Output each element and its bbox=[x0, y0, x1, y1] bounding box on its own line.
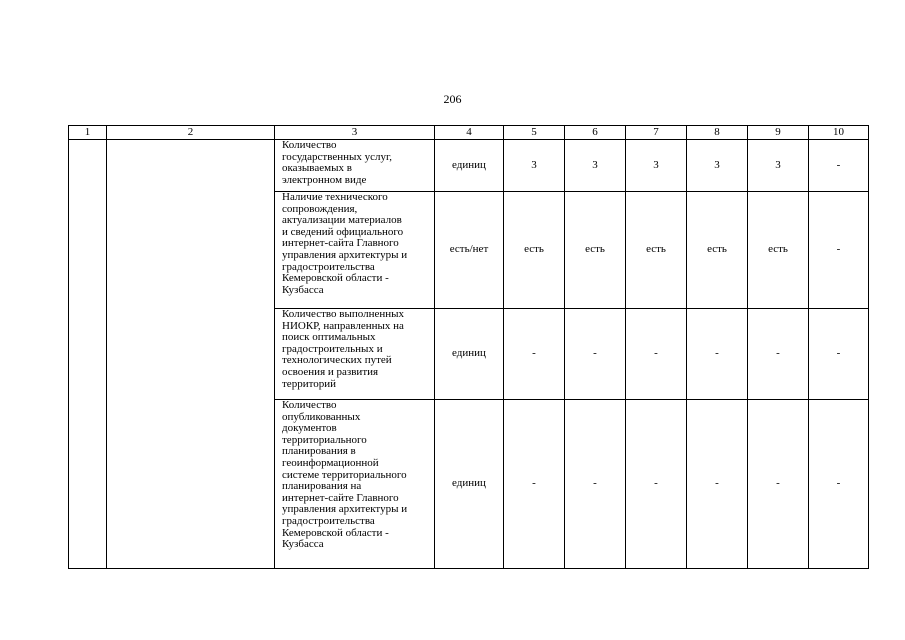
indicator-line: Количество выполненных bbox=[282, 308, 405, 320]
value-cell: - bbox=[504, 400, 565, 569]
value-cell: - bbox=[809, 400, 869, 569]
indicator-line: градостроительных и bbox=[282, 342, 383, 355]
indicator-line: поиск оптимальных bbox=[282, 331, 376, 344]
indicator-line: документов bbox=[282, 422, 337, 435]
column-number: 1 bbox=[69, 126, 107, 140]
column-number: 10 bbox=[809, 126, 869, 140]
value-cell: - bbox=[748, 309, 809, 400]
indicator-cell bbox=[275, 400, 435, 569]
value-cell: 3 bbox=[687, 140, 748, 192]
value-cell: 3 bbox=[748, 140, 809, 192]
indicator-line: системе территориального bbox=[282, 468, 407, 481]
indicator-cell bbox=[275, 140, 435, 192]
indicator-line: Кемеровской области - bbox=[282, 526, 389, 539]
value-cell: - bbox=[687, 400, 748, 569]
value-cell: - bbox=[565, 309, 626, 400]
indicator-line: Наличие технического bbox=[282, 191, 388, 203]
column-number: 4 bbox=[435, 126, 504, 140]
indicator-line: НИОКР, направленных на bbox=[282, 319, 404, 332]
column-number: 6 bbox=[565, 126, 626, 140]
table-row bbox=[69, 140, 869, 192]
value-cell: - bbox=[809, 140, 869, 192]
column-number: 8 bbox=[687, 126, 748, 140]
value-cell: есть bbox=[565, 192, 626, 309]
value-cell: - bbox=[687, 309, 748, 400]
value-cell: 3 bbox=[565, 140, 626, 192]
indicator-line: актуализации материалов bbox=[282, 214, 402, 227]
unit-cell: единиц bbox=[435, 400, 504, 569]
value-cell: - bbox=[809, 192, 869, 309]
indicator-line: сопровождения, bbox=[282, 202, 358, 215]
indicator-line: Кузбасса bbox=[282, 283, 324, 296]
indicators-table bbox=[68, 125, 869, 569]
empty-name-cell bbox=[107, 140, 275, 569]
empty-number-cell bbox=[69, 140, 107, 569]
column-number: 9 bbox=[748, 126, 809, 140]
indicator-line: электронном виде bbox=[282, 173, 367, 186]
indicator-line: опубликованных bbox=[282, 410, 361, 423]
value-cell: 3 bbox=[504, 140, 565, 192]
indicator-line: Количество bbox=[282, 399, 337, 411]
indicator-line: градостроительства bbox=[282, 260, 375, 273]
indicator-cell bbox=[275, 309, 435, 400]
indicator-line: планирования в bbox=[282, 445, 356, 458]
column-number: 3 bbox=[275, 126, 435, 140]
column-number-row bbox=[69, 126, 869, 140]
indicator-line: планирования на bbox=[282, 480, 362, 493]
value-cell: - bbox=[809, 309, 869, 400]
indicator-line: интернет-сайте Главного bbox=[282, 491, 399, 504]
indicator-line: оказываемых в bbox=[282, 162, 352, 175]
page-number: 206 bbox=[443, 92, 462, 106]
indicator-line: технологических путей bbox=[282, 354, 392, 367]
indicator-line: Кемеровской области - bbox=[282, 272, 389, 285]
value-cell: - bbox=[626, 400, 687, 569]
value-cell: есть bbox=[626, 192, 687, 309]
column-number: 2 bbox=[107, 126, 275, 140]
indicator-line: государственных услуг, bbox=[282, 150, 393, 163]
indicator-line: управления архитектуры и bbox=[282, 248, 408, 261]
indicator-line: и сведений официального bbox=[282, 225, 404, 238]
value-cell: - bbox=[565, 400, 626, 569]
unit-cell: единиц bbox=[435, 309, 504, 400]
unit-cell: единиц bbox=[435, 140, 504, 192]
column-number: 5 bbox=[504, 126, 565, 140]
column-number: 7 bbox=[626, 126, 687, 140]
indicator-line: геоинформационной bbox=[282, 456, 379, 469]
indicator-line: управления архитектуры и bbox=[282, 503, 408, 516]
indicator-line: территориального bbox=[282, 433, 367, 446]
unit-cell: есть/нет bbox=[435, 192, 504, 309]
value-cell: - bbox=[748, 400, 809, 569]
indicator-cell bbox=[275, 192, 435, 309]
indicator-line: интернет-сайта Главного bbox=[282, 237, 399, 250]
value-cell: есть bbox=[748, 192, 809, 309]
value-cell: есть bbox=[504, 192, 565, 309]
indicator-line: градостроительства bbox=[282, 514, 375, 527]
indicator-line: освоения и развития bbox=[282, 365, 379, 378]
indicator-line: территорий bbox=[282, 377, 337, 390]
value-cell: 3 bbox=[626, 140, 687, 192]
value-cell: - bbox=[504, 309, 565, 400]
indicator-line: Количество bbox=[282, 139, 337, 151]
value-cell: есть bbox=[687, 192, 748, 309]
value-cell: - bbox=[626, 309, 687, 400]
indicator-line: Кузбасса bbox=[282, 538, 324, 551]
